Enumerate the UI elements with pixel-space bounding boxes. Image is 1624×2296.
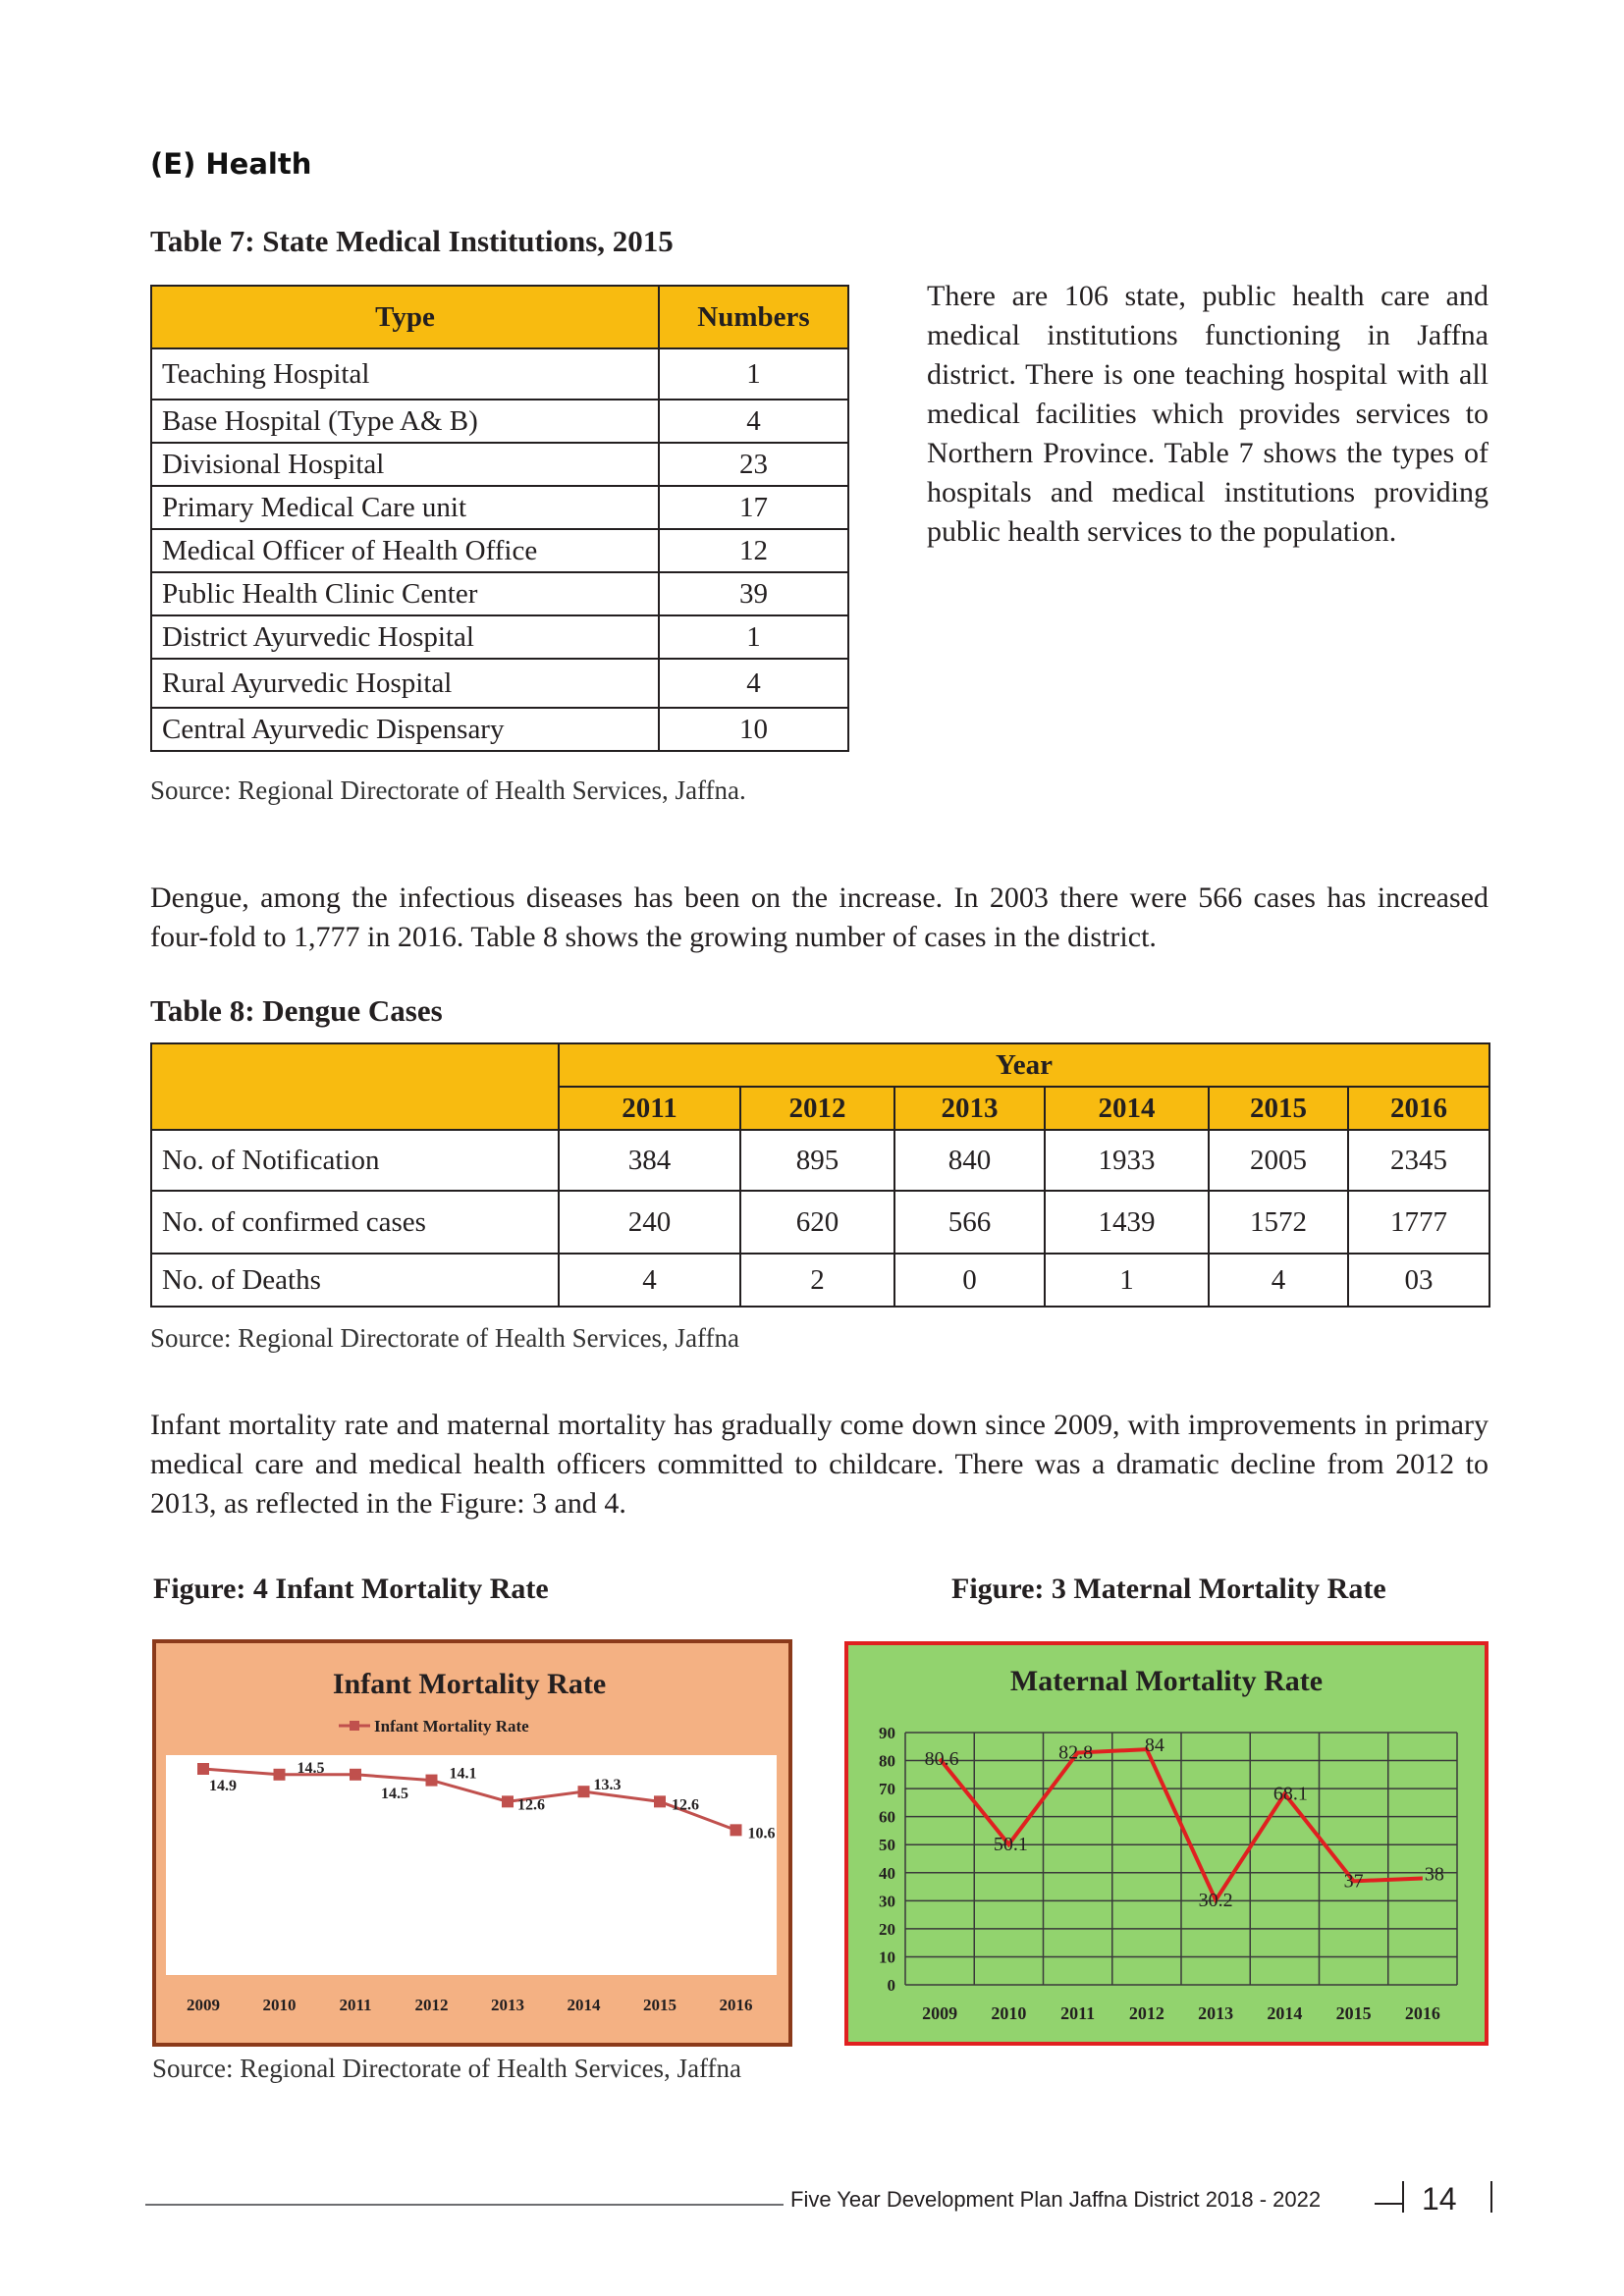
table-row: [151, 529, 848, 572]
table8-cell: 1777: [1348, 1191, 1489, 1254]
table8-year-header: Year: [559, 1043, 1489, 1087]
table7-type-cell: Rural Ayurvedic Hospital: [151, 659, 659, 708]
table7-number-cell: 1: [659, 348, 848, 400]
table7-type-cell: District Ayurvedic Hospital: [151, 615, 659, 659]
table7-header-type: Type: [151, 286, 659, 348]
footer-title: Five Year Development Plan Jaffna District 2018 - 2022: [790, 2187, 1322, 2212]
infant-x-tick-label: 2012: [414, 1996, 449, 2014]
maternal-data-label: 82.8: [1058, 1741, 1094, 1764]
table8-row-label: No. of Deaths: [151, 1254, 559, 1307]
infant-data-point: [274, 1769, 286, 1781]
table-row: [151, 400, 848, 443]
mortality-paragraph: Infant mortality rate and maternal mortality has gradually come down since 2009, with improvements in primary medical care and medical health officers committed to childcare. There was a dramatic decline from 2012 to 2013, as reflected in the Figure: 3 and 4.: [150, 1409, 1489, 1520]
infant-data-label: 10.6: [747, 1825, 776, 1842]
dengue-paragraph: Dengue, among the infectious diseases has been on the increase. In 2003 there were 566 cases has increased four-fold to 1,777 in 2016. Table 8 shows the growing number of cases in the district.: [150, 881, 1489, 953]
infant-data-label: 14.5: [297, 1759, 325, 1777]
table-row: [151, 1254, 1489, 1307]
page-number: 14: [1422, 2181, 1457, 2216]
table-row: [151, 348, 848, 400]
infant-legend-label: Infant Mortality Rate: [374, 1717, 529, 1735]
maternal-y-tick-label: 90: [879, 1724, 895, 1742]
table8-cell: 0: [894, 1254, 1045, 1307]
infant-data-point: [197, 1763, 209, 1775]
infant-chart-title: Infant Mortality Rate: [332, 1668, 607, 1700]
section-heading: (E) Health: [150, 147, 312, 181]
infant-data-point: [654, 1795, 666, 1807]
maternal-data-label: 30.2: [1198, 1889, 1233, 1911]
infant-data-label: 14.5: [381, 1785, 408, 1802]
table7-number-cell: 4: [659, 659, 848, 708]
table7-type-cell: Divisional Hospital: [151, 443, 659, 486]
maternal-y-tick-label: 70: [879, 1780, 895, 1799]
table7-type-cell: Teaching Hospital: [151, 348, 659, 400]
footer-dash: [1375, 2203, 1404, 2205]
maternal-y-tick-label: 30: [879, 1892, 895, 1911]
table8-cell: 1439: [1045, 1191, 1209, 1254]
table8-year-2014: 2014: [1045, 1087, 1209, 1130]
footer-divider: [1490, 2181, 1492, 2213]
maternal-x-tick-label: 2011: [1060, 2003, 1096, 2023]
infant-data-point: [350, 1769, 361, 1781]
table8-corner-cell: [151, 1043, 559, 1130]
table8-year-2015: 2015: [1209, 1087, 1348, 1130]
maternal-chart-title: Maternal Mortality Rate: [1009, 1665, 1324, 1697]
table-row: [151, 443, 848, 486]
table7-source: Source: Regional Directorate of Health Services, Jaffna.: [150, 775, 746, 805]
table7-type-cell: Public Health Clinic Center: [151, 572, 659, 615]
table-row: [151, 572, 848, 615]
table7-caption: Table 7: State Medical Institutions, 2015: [150, 224, 674, 258]
table8-cell: 620: [740, 1191, 894, 1254]
table8-cell: 840: [894, 1130, 1045, 1191]
table8-cell: 384: [559, 1130, 740, 1191]
table-row: [151, 615, 848, 659]
table7-header-numbers: Numbers: [659, 286, 848, 348]
table8-caption: Table 8: Dengue Cases: [150, 993, 443, 1028]
figures-source: Source: Regional Directorate of Health Services, Jaffna: [152, 2054, 742, 2083]
intro-paragraph: There are 106 state, public health care and medical institutions functioning in Jaffna district. There is one teaching hospital with all medical facilities which provides services to Northern Province. Table 7 shows the types of hospitals and medical institutions providing public health services to the population.: [927, 280, 1489, 548]
maternal-data-label: 80.6: [924, 1747, 959, 1770]
infant-legend-marker: [350, 1721, 359, 1731]
infant-data-point: [578, 1786, 590, 1797]
infant-data-label: 13.3: [593, 1777, 622, 1794]
footer-rule: [145, 2204, 784, 2206]
table7-type-cell: Base Hospital (Type A& B): [151, 400, 659, 443]
maternal-x-tick-label: 2013: [1198, 2003, 1234, 2023]
maternal-y-tick-label: 80: [879, 1751, 895, 1771]
table8-year-2012: 2012: [740, 1087, 894, 1130]
infant-mortality-chart: [152, 1639, 792, 2047]
infant-x-tick-label: 2016: [719, 1996, 753, 2014]
table8-year-2011: 2011: [559, 1087, 740, 1130]
table8-row-label: No. of Notification: [151, 1130, 559, 1191]
table7-number-cell: 4: [659, 400, 848, 443]
table8-cell: 4: [559, 1254, 740, 1307]
infant-plot-area: [166, 1755, 777, 1975]
maternal-x-tick-label: 2012: [1128, 2003, 1164, 2023]
infant-data-label: 14.9: [209, 1778, 237, 1794]
maternal-data-label: 38: [1424, 1863, 1444, 1886]
maternal-y-tick-label: 10: [879, 1948, 895, 1967]
table7-number-cell: 10: [659, 708, 848, 751]
table8-cell: 1572: [1209, 1191, 1348, 1254]
table7-number-cell: 1: [659, 615, 848, 659]
figure4-caption: Figure: 4 Infant Mortality Rate: [153, 1573, 549, 1605]
infant-data-label: 12.6: [517, 1796, 545, 1814]
infant-x-tick-label: 2010: [262, 1996, 297, 2014]
table8-cell: 1: [1045, 1254, 1209, 1307]
table-row: [151, 486, 848, 529]
table8-cell: 2: [740, 1254, 894, 1307]
maternal-x-tick-label: 2016: [1404, 2003, 1440, 2023]
maternal-x-tick-label: 2014: [1267, 2003, 1303, 2023]
table7-type-cell: Medical Officer of Health Office: [151, 529, 659, 572]
infant-x-tick-label: 2015: [643, 1996, 677, 2014]
table8-cell: 2345: [1348, 1130, 1489, 1191]
table7-number-cell: 39: [659, 572, 848, 615]
table8-year-2013: 2013: [894, 1087, 1045, 1130]
maternal-data-label: 84: [1144, 1735, 1164, 1757]
infant-x-tick-label: 2011: [339, 1996, 372, 2014]
table-row: [151, 1191, 1489, 1254]
maternal-x-tick-label: 2010: [991, 2003, 1027, 2023]
infant-data-point: [502, 1795, 514, 1807]
infant-x-tick-label: 2009: [187, 1996, 220, 2014]
table8-cell: 240: [559, 1191, 740, 1254]
maternal-chart-frame: [846, 1643, 1487, 2044]
infant-data-label: 12.6: [672, 1796, 699, 1814]
table8-source: Source: Regional Directorate of Health Services, Jaffna: [150, 1323, 740, 1353]
table8-row-label: No. of confirmed cases: [151, 1191, 559, 1254]
maternal-data-label: 68.1: [1272, 1783, 1308, 1805]
table7-number-cell: 17: [659, 486, 848, 529]
table8-cell: 2005: [1209, 1130, 1348, 1191]
table7-number-cell: 23: [659, 443, 848, 486]
table8-cell: 4: [1209, 1254, 1348, 1307]
maternal-y-tick-label: 40: [879, 1863, 895, 1883]
maternal-data-label: 50.1: [993, 1833, 1028, 1855]
infant-x-tick-label: 2013: [491, 1996, 524, 2014]
infant-data-point: [426, 1775, 438, 1787]
maternal-x-tick-label: 2015: [1335, 2003, 1372, 2023]
table7-number-cell: 12: [659, 529, 848, 572]
footer-divider: [1402, 2181, 1404, 2213]
table8-year-2016: 2016: [1348, 1087, 1489, 1130]
table7-type-cell: Central Ayurvedic Dispensary: [151, 708, 659, 751]
table8-cell: 566: [894, 1191, 1045, 1254]
maternal-y-tick-label: 60: [879, 1807, 895, 1827]
table7: [150, 285, 849, 752]
table8-cell: 03: [1348, 1254, 1489, 1307]
table-row: [151, 659, 848, 708]
maternal-y-tick-label: 20: [879, 1919, 895, 1939]
table7-type-cell: Primary Medical Care unit: [151, 486, 659, 529]
infant-data-point: [731, 1824, 742, 1836]
table8: [150, 1042, 1490, 1308]
maternal-mortality-chart: [844, 1641, 1489, 2046]
maternal-data-label: 37: [1343, 1870, 1364, 1893]
maternal-x-tick-label: 2009: [922, 2003, 958, 2023]
maternal-y-tick-label: 50: [879, 1836, 895, 1855]
table8-cell: 1933: [1045, 1130, 1209, 1191]
table-row: [151, 1130, 1489, 1191]
figure3-caption: Figure: 3 Maternal Mortality Rate: [951, 1573, 1386, 1605]
maternal-y-tick-label: 0: [887, 1976, 895, 1995]
infant-data-label: 14.1: [449, 1765, 477, 1783]
infant-x-tick-label: 2014: [567, 1996, 601, 2014]
table8-cell: 895: [740, 1130, 894, 1191]
table-row: [151, 708, 848, 751]
